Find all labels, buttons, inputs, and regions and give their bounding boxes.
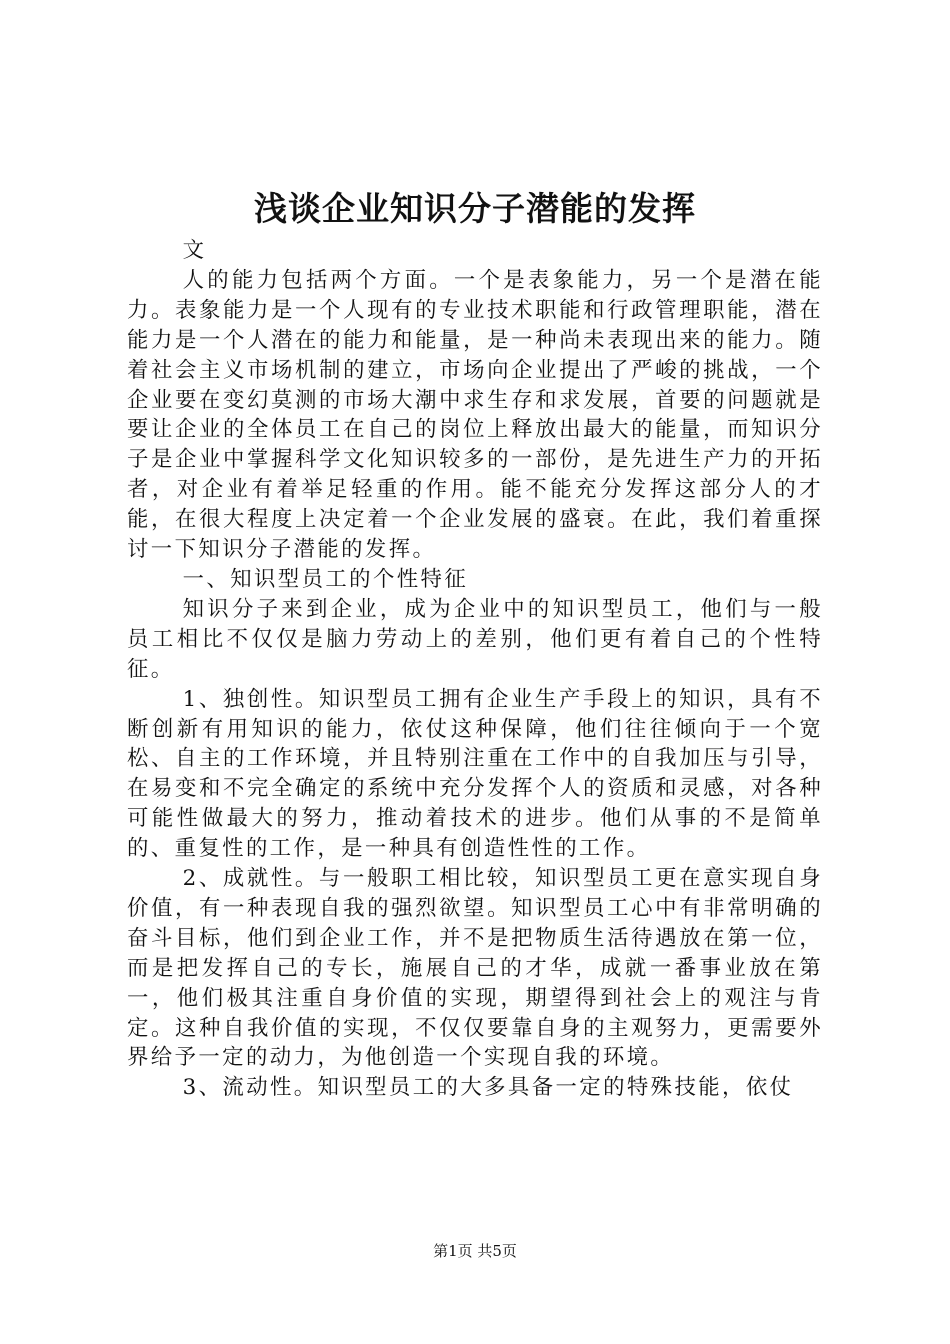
paragraph: 2、成就性。与一般职工相比较，知识型员工更在意实现自身价值，有一种表现自我的强烈欲望。知识型员工心中有非常明确的奋斗目标，他们到企业工作，并不是把物质生活待遇放在第一位，而是把发挥自己的专长，施展自己的才华，成就一番事业放在第一，他们极其注重自身价值的实现，期望得到社会上的观注与肯定。这种自我价值的实现，不仅仅要靠自身的主观努力，更需要外界给予一定的动力，为他创造一个实现自我的环境。: [127, 866, 823, 1071]
document-title: 浅谈企业知识分子潜能的发挥: [254, 189, 696, 228]
page-footer: 第1页 共5页: [433, 1242, 517, 1260]
paragraph: 1、独创性。知识型员工拥有企业生产手段上的知识，具有不断创新有用知识的能力，依仗这种保障，他们往往倾向于一个宽松、自主的工作环境，并且特别注重在工作中的自我加压与引导，在易变和不完全确定的系统中充分发挥个人的资质和灵感，对各种可能性做最大的努力，推动着技术的进步。他们从事的不是简单的、重复性的工作，是一种具有创造性性的工作。: [127, 686, 823, 862]
document-body: [127, 236, 823, 1103]
paragraph-intro: 人的能力包括两个方面。一个是表象能力，另一个是潜在能力。表象能力是一个人现有的专业技术职能和行政管理职能，潜在能力是一个人潜在的能力和能量，是一种尚未表现出来的能力。随着社会主义市场机制的建立，市场向企业提出了严峻的挑战，一个企业要在变幻莫测的市场大潮中求生存和求发展，首要的问题就是要让企业的全体员工在自己的岗位上释放出最大的能量，而知识分子是企业中掌握科学文化知识较多的一部份，是先进生产力的开拓者，对企业有着举足轻重的作用。能不能充分发挥这部分人的才能，在很大程度上决定着一个企业发展的盛衰。在此，我们着重探讨一下知识分子潜能的发挥。: [127, 267, 823, 563]
paragraph: 知识分子来到企业，成为企业中的知识型员工，他们与一般员工相比不仅仅是脑力劳动上的差别，他们更有着自己的个性特征。: [127, 596, 823, 682]
paragraph: 3、流动性。知识型员工的大多具备一定的特殊技能，依仗: [182, 1075, 794, 1101]
author-line: 文: [182, 238, 207, 263]
section-heading: 一、知识型员工的个性特征: [182, 566, 469, 592]
